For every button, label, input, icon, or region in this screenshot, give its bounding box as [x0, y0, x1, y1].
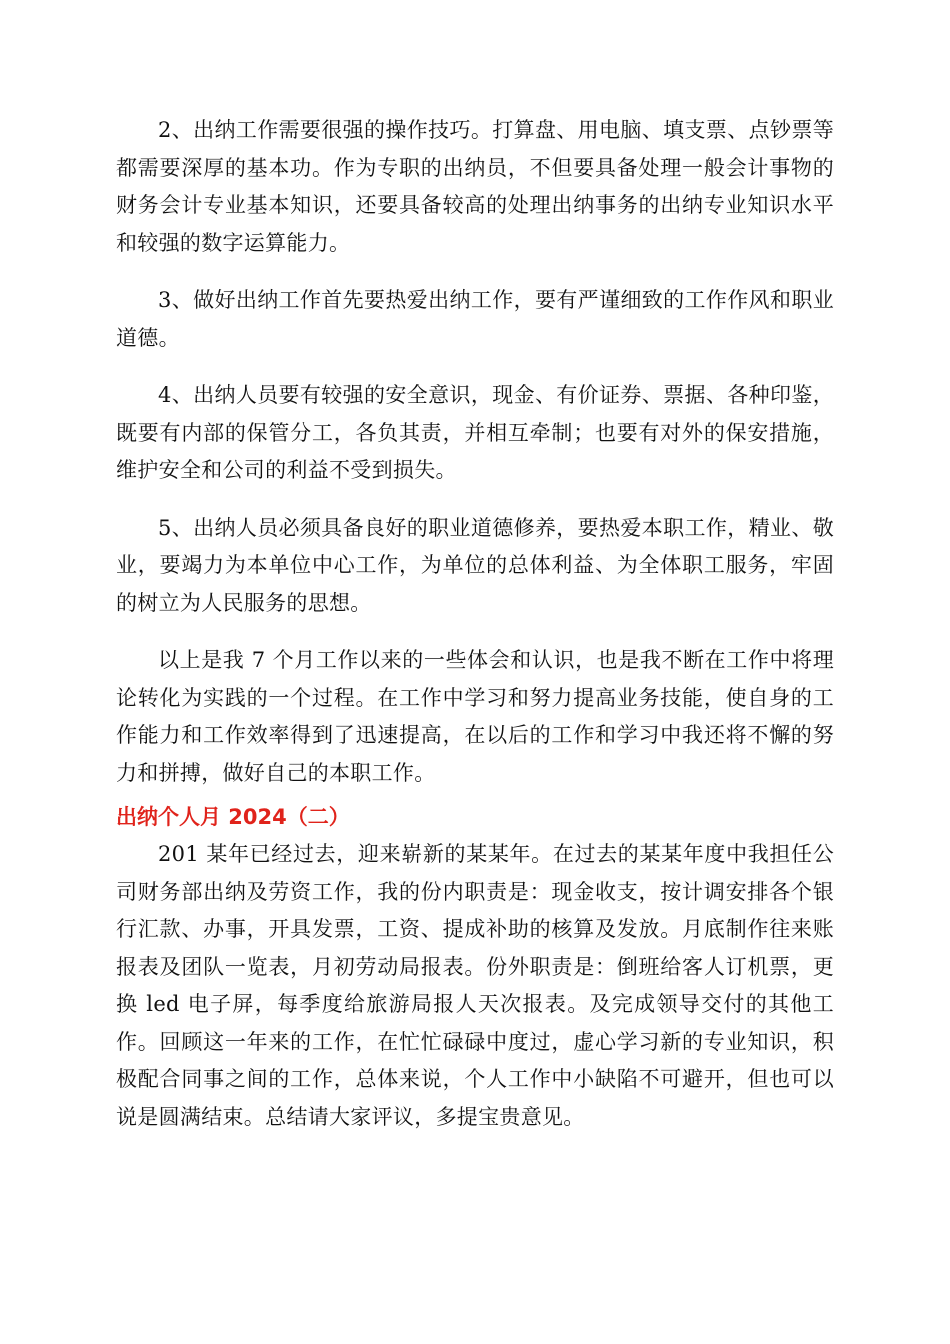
paragraph-annual-review: 201 某年已经过去，迎来崭新的某某年。在过去的某某年度中我担任公司财务部出纳及劳资工作，我的份内职责是：现金收支，按计调安排各个银行汇款、办事，开具发票，工资、提成补助的核算及发放。月底制作往来账报表及团队一览表，月初劳动局报表。份外职责是：倒班给客人订机票，更换 led 电子屏，每季度给旅游局报人天次报表。及完成领导交付的其他工作。回顾这一年来的工作，在忙忙碌碌中度过，虚心学习新的专业知识，积极配合同事之间的工作，总体来说，个人工作中小缺陷不可避开，但也可以说是圆满结束。总结请大家评议，多提宝贵意见。	[116, 842, 834, 1129]
paragraph-item-4: 4、出纳人员要有较强的安全意识，现金、有价证券、票据、各种印鉴，既要有内部的保管分工，各负其责，并相互牵制；也要有对外的保安措施，维护安全和公司的利益不受到损失。	[116, 383, 834, 482]
paragraph-item-3: 3、做好出纳工作首先要热爱出纳工作，要有严谨细致的工作作风和职业道德。	[116, 288, 834, 350]
document-body	[116, 112, 834, 1156]
paragraph-item-2: 2、出纳工作需要很强的操作技巧。打算盘、用电脑、填支票、点钞票等都需要深厚的基本功。作为专职的出纳员，不但要具备处理一般会计事物的财务会计专业基本知识，还要具备较高的处理出纳事务的出纳专业知识水平和较强的数字运算能力。	[116, 118, 834, 255]
paragraph-summary: 以上是我 7 个月工作以来的一些体会和认识，也是我不断在工作中将理论转化为实践的一个过程。在工作中学习和努力提高业务技能，使自身的工作能力和工作效率得到了迅速提高，在以后的工作和学习中我还将不懈的努力和拼搏，做好自己的本职工作。	[116, 648, 834, 785]
section-heading: 出纳个人月 2024（二）	[116, 805, 350, 829]
paragraph-item-5: 5、出纳人员必须具备良好的职业道德修养，要热爱本职工作，精业、敬业，要竭力为本单位中心工作，为单位的总体利益、为全体职工服务，牢固的树立为人民服务的思想。	[116, 515, 834, 615]
